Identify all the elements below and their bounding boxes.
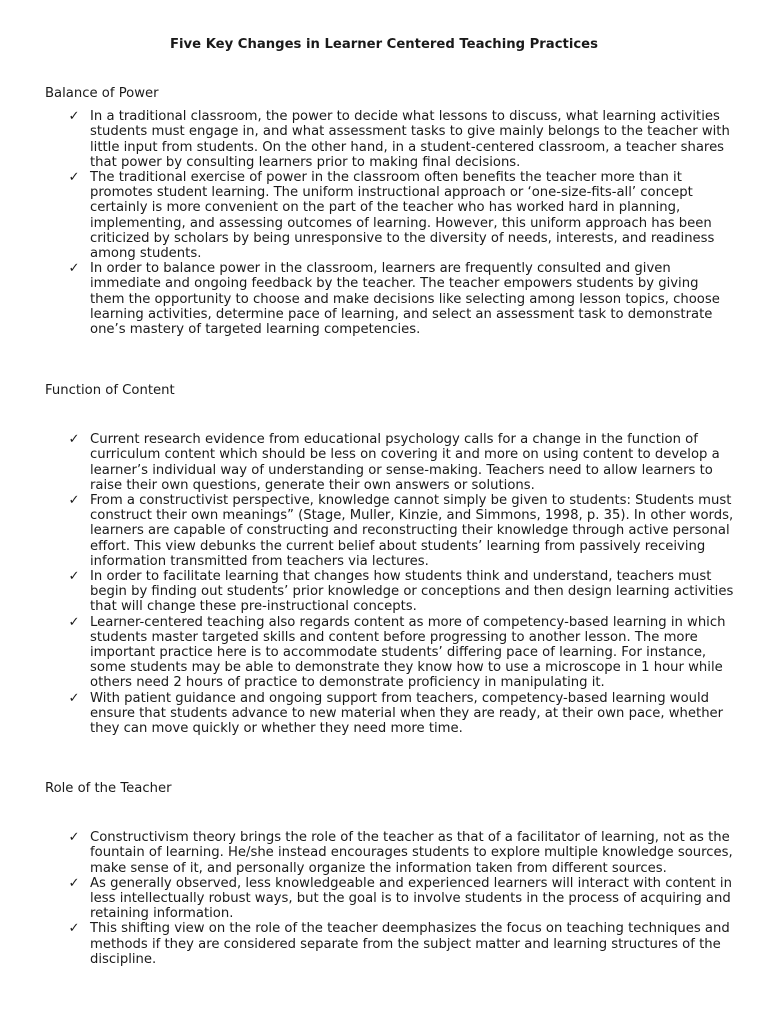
list-item (45, 615, 735, 691)
list-item-text: In order to facilitate learning that changes how students think and understand, teachers must begin by finding out students’ prior knowledge or conceptions and then design learning activities that will change these pre-instructional concepts. (90, 569, 734, 615)
section-heading: Function of Content (45, 383, 175, 398)
list-item-text: This shifting view on the role of the teacher deemphasizes the focus on teaching techniques and methods if they are considered separate from the subject matter and learning structures of the discipline. (90, 921, 730, 967)
checkmark-bullet-icon: ✓ (68, 109, 80, 125)
checkmark-bullet-icon: ✓ (68, 569, 80, 585)
list-item (45, 432, 735, 493)
list-item-text: Constructivism theory brings the role of the teacher as that of a facilitator of learning, not as the fountain of learning. He/she instead encourages students to explore multiple knowledge sources, make sense of it, and personally organize the information taken from different sources. (90, 830, 733, 876)
document-title: Five Key Changes in Learner Centered Teaching Practices (170, 37, 598, 52)
list-item (45, 170, 735, 261)
list-item-text: In a traditional classroom, the power to decide what lessons to discuss, what learning activities students must engage in, and what assessment tasks to give mainly belongs to the teacher with little input from students. On the other hand, in a student-centered classroom, a teacher shares that power by consulting learners prior to making final decisions. (90, 109, 730, 170)
list-item (45, 109, 735, 170)
list-item-text: The traditional exercise of power in the classroom often benefits the teacher more than it promotes student learning. The uniform instructional approach or ‘one-size-fits-all’ concept certainly is more convenient on the part of the teacher who has worked hard in planning, implementing, and assessing outcomes of learning. However, this uniform approach has been criticized by scholars by being unresponsive to the diversity of needs, interests, and readiness among students. (90, 170, 715, 262)
list-item (45, 691, 735, 737)
checklist (45, 432, 735, 736)
section-function-of-content (45, 383, 735, 736)
list-item-text: Current research evidence from educational psychology calls for a change in the function of curriculum content which should be less on covering it and more on using content to develop a learner’s individual way of understanding or sense-making. Teachers need to allow learners to raise their own questions, generate their own answers or solutions. (90, 432, 720, 493)
section-heading: Balance of Power (45, 86, 159, 101)
section-balance-of-power (45, 86, 735, 337)
checklist (45, 109, 735, 337)
list-item-text: In order to balance power in the classroom, learners are frequently consulted and given immediate and ongoing feedback by the teacher. The teacher empowers students by giving them the opportunity to choose and make decisions like selecting among lesson topics, choose learning activities, determine pace of learning, and select an assessment task to demonstrate one’s mastery of targeted learning competencies. (90, 261, 720, 338)
list-item-text: With patient guidance and ongoing support from teachers, competency-based learning would ensure that students advance to new material when they are ready, at their own pace, whether they can move quickly or whether they need more time. (90, 690, 724, 737)
checkmark-bullet-icon: ✓ (68, 921, 80, 937)
list-item (45, 921, 735, 967)
checkmark-bullet-icon: ✓ (68, 432, 80, 448)
list-item (45, 493, 735, 569)
list-item (45, 569, 735, 615)
checkmark-bullet-icon: ✓ (68, 614, 80, 630)
list-item-text: From a constructivist perspective, knowledge cannot simply be given to students: Students must construct their own meanings” (Stage, Muller, Kinzie, and Simmons, 1998, p. 35). In other words, learners are capable of constructing and reconstructing their knowledge through active personal effort. This view debunks the current belief about students’ learning from passively receiving information transmitted from teachers via lectures. (90, 493, 734, 569)
list-item (45, 261, 735, 337)
checkmark-bullet-icon: ✓ (68, 690, 80, 706)
list-item-text: As generally observed, less knowledgeable and experienced learners will interact with content in less intellectually robust ways, but the goal is to involve students in the process of acquiring and retaining information. (90, 875, 732, 922)
checkmark-bullet-icon: ✓ (68, 493, 80, 509)
section-heading: Role of the Teacher (45, 781, 172, 796)
list-item (45, 830, 735, 876)
checklist (45, 830, 735, 967)
checkmark-bullet-icon: ✓ (68, 830, 80, 846)
section-role-of-the-teacher (45, 781, 735, 967)
checkmark-bullet-icon: ✓ (68, 170, 80, 186)
checkmark-bullet-icon: ✓ (68, 875, 80, 891)
checkmark-bullet-icon: ✓ (68, 261, 80, 277)
list-item-text: Learner-centered teaching also regards content as more of competency-based learning in which students master targeted skills and content before progressing to another lesson. The more important practice here is to accommodate students’ differing pace of learning. For instance, some students may be able to demonstrate they know how to use a microscope in 1 hour while others need 2 hours of practice to demonstrate proficiency in manipulating it. (90, 614, 726, 691)
list-item (45, 876, 735, 922)
